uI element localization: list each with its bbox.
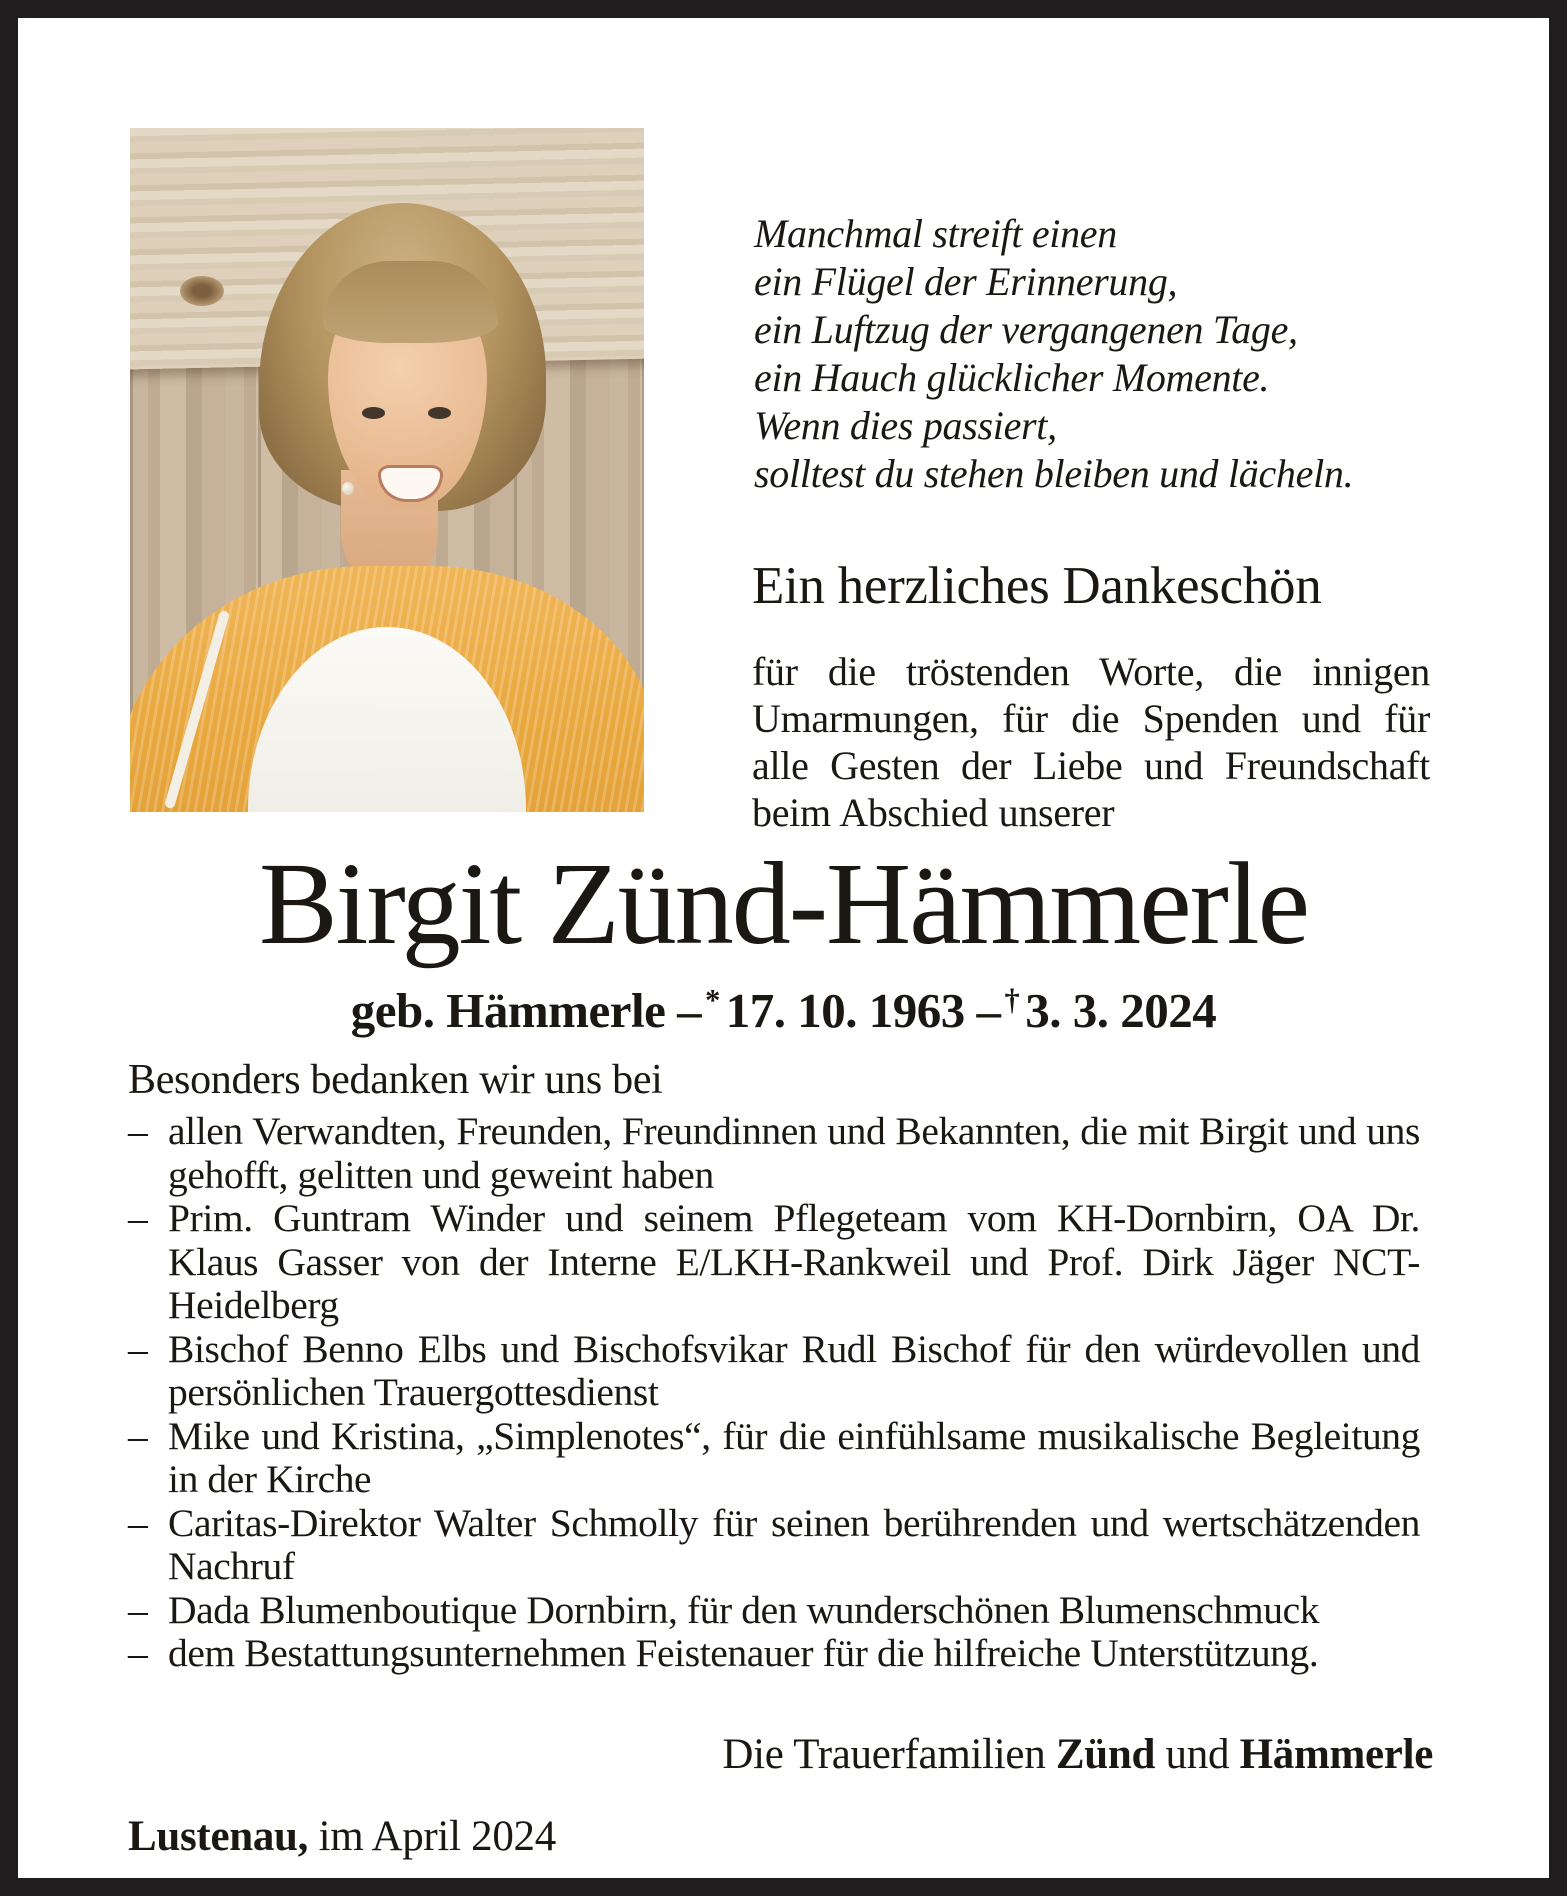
thanks-paragraph: für die tröstenden Worte, die innigen Umarmungen, für die Spenden und für alle Gesten der Liebe und Freundschaft beim Abschied unserer xyxy=(752,649,1430,835)
list-item-text: Dada Blumenboutique Dornbirn, für den wunderschönen Blumenschmuck xyxy=(168,1587,1320,1632)
poem-line: Manchmal streift einen xyxy=(754,211,1117,256)
closing-conjunction: und xyxy=(1155,1731,1240,1778)
list-item-text: Caritas-Direktor Walter Schmolly für seinen berührenden und wertschätzenden Nachruf xyxy=(168,1500,1420,1588)
poem-line: solltest du stehen bleiben und lächeln. xyxy=(754,451,1354,496)
dateline-place: Lustenau, xyxy=(128,1813,309,1860)
death-cross-symbol: † xyxy=(1004,982,1020,1017)
list-item-text: Mike und Kristina, „Simplenotes“, für die einfühlsame musikalische Begleitung in der Kirche xyxy=(168,1413,1420,1501)
list-item-text: Bischof Benno Elbs und Bischofsvikar Rudl Bischof für den würdevollen und persönlichen Trauergottesdienst xyxy=(168,1326,1420,1414)
death-date: 3. 3. 2024 xyxy=(1025,983,1217,1038)
list-intro: Besonders bedanken wir uns bei xyxy=(128,1057,663,1103)
poem-line: ein Hauch glücklicher Momente. xyxy=(754,355,1270,400)
list-item-text: Prim. Guntram Winder und seinem Pflegeteam vom KH-Dornbirn, OA Dr. Klaus Gasser von der Interne E/LKH-Rankweil und Prof. Dirk Jäger NCT-Heidelberg xyxy=(168,1196,1420,1327)
list-dash: – xyxy=(128,1413,148,1458)
birth-star-symbol: * xyxy=(705,982,720,1017)
list-dash: – xyxy=(128,1500,148,1545)
closing-prefix: Die Trauerfamilien xyxy=(722,1731,1056,1778)
thanks-heading: Ein herzliches Dankeschön xyxy=(752,557,1322,615)
list-item-text: allen Verwandten, Freunden, Freundinnen und Bekannten, die mit Birgit und uns gehofft, gelitten und geweint haben xyxy=(168,1109,1420,1197)
maiden-name: geb. Hämmerle – xyxy=(350,983,702,1038)
deceased-name: Birgit Zünd-Hämmerle xyxy=(258,838,1309,969)
family-name-zuend: Zünd xyxy=(1055,1731,1156,1778)
list-dash: – xyxy=(128,1587,148,1632)
poem-line: ein Luftzug der vergangenen Tage, xyxy=(754,307,1298,352)
list-dash: – xyxy=(128,1326,148,1371)
list-dash: – xyxy=(128,1109,148,1153)
list-dash: – xyxy=(128,1196,148,1240)
family-name-haemmerle: Hämmerle xyxy=(1239,1731,1433,1778)
poem-line: ein Flügel der Erinnerung, xyxy=(754,259,1178,304)
list-dash: – xyxy=(128,1631,148,1675)
dateline-date: im April 2024 xyxy=(308,1813,556,1860)
birth-date: 17. 10. 1963 – xyxy=(725,983,1001,1038)
poem-line: Wenn dies passiert, xyxy=(754,403,1057,448)
list-item-text: dem Bestattungsunternehmen Feistenauer für die hilfreiche Unterstützung. xyxy=(168,1631,1319,1675)
